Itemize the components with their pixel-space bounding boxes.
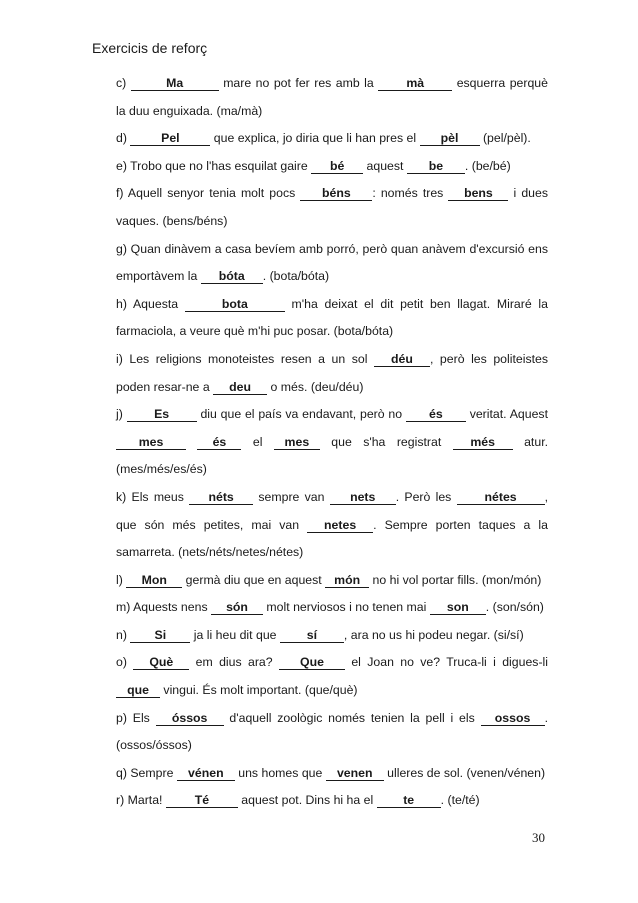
answer-blank: Si — [130, 628, 190, 643]
answer-blank: ossos — [481, 711, 545, 726]
answer-blank: déu — [374, 352, 430, 367]
answer-blank: Pel — [130, 131, 210, 146]
answer-blank: néts — [189, 490, 253, 505]
exercise-item-m: m) Aquests nens són molt nerviosos i no tenen mai son . (son/són) — [116, 600, 544, 615]
exercise-list — [116, 70, 548, 815]
exercise-item-i: i) Les religions monoteistes resen a un sol déu , però les politeistes poden resar-ne a deu o més. (deu/déu) — [116, 351, 548, 394]
answer-blank: pèl — [420, 131, 480, 146]
exercise-item-f: f) Aquell senyor tenia molt pocs béns : només tres bens i dues vaques. (bens/béns) — [116, 186, 548, 228]
answer-blank: mes — [274, 435, 320, 450]
exercise-item-o: o) Què em dius ara? Que el Joan no ve? Truca-li i digues-li que vingui. És molt important. (que/què) — [116, 655, 549, 698]
answer-blank: venen — [326, 766, 384, 781]
exercise-item-q: q) Sempre vénen uns homes que venen ulleres de sol. (venen/vénen) — [116, 765, 546, 780]
answer-blank: és — [197, 435, 241, 450]
answer-blank: Ma — [131, 76, 219, 91]
page-number: 30 — [532, 830, 545, 845]
answer-blank: mà — [378, 76, 452, 91]
exercise-item-k: k) Els meus néts sempre van nets . Però les nétes , que són més petites, mai van netes . Sempre porten taques a la samarreta. (nets/néts/netes/nétes) — [116, 489, 548, 560]
exercise-item-d: d) Pel que explica, jo diria que li han pres el pèl (pel/pèl). — [116, 131, 531, 146]
exercise-item-e: e) Trobo que no l'has esquilat gaire bé aquest be . (be/bé) — [116, 158, 511, 173]
answer-blank: Que — [279, 655, 345, 670]
answer-blank: bens — [448, 186, 508, 201]
exercise-item-p: p) Els óssos d'aquell zoològic només tenien la pell i els ossos . (ossos/óssos) — [116, 710, 548, 753]
answer-blank: te — [377, 793, 441, 808]
answer-blank: be — [407, 159, 465, 174]
answer-blank: deu — [213, 380, 267, 395]
answer-blank: bota — [185, 297, 285, 312]
exercise-item-j: j) Es diu que el país va endavant, però no és veritat. Aquest mes és el mes que s'ha registrat més atur. (mes/més/es/és) — [116, 407, 549, 477]
answer-blank: bóta — [201, 269, 263, 284]
answer-blank: mes — [116, 435, 186, 450]
answer-blank: béns — [300, 186, 372, 201]
exercise-item-g: g) Quan dinàvem a casa bevíem amb porró, però quan anàvem d'excursió ens emportàvem la bóta . (bota/bóta) — [116, 241, 548, 284]
answer-blank: vénen — [177, 766, 235, 781]
exercise-item-l: l) Mon germà diu que en aquest món no hi vol portar fills. (mon/món) — [116, 572, 542, 587]
answer-blank: Mon — [126, 573, 182, 588]
page-header: Exercicis de reforç — [92, 40, 208, 56]
answer-blank: Té — [166, 793, 238, 808]
answer-blank: nétes — [457, 490, 545, 505]
answer-blank: més — [453, 435, 513, 450]
exercise-item-r: r) Marta! Té aquest pot. Dins hi ha el te . (te/té) — [116, 793, 480, 808]
answer-blank: sí — [280, 628, 344, 643]
answer-blank: Què — [133, 655, 189, 670]
answer-blank: bé — [311, 159, 363, 174]
answer-blank: són — [211, 600, 263, 615]
answer-blank: son — [430, 600, 486, 615]
answer-blank: óssos — [156, 711, 224, 726]
exercise-item-c: c) Ma mare no pot fer res amb la mà esquerra perquè la duu enguixada. (ma/mà) — [116, 76, 548, 118]
answer-blank: que — [116, 683, 160, 698]
answer-blank: nets — [330, 490, 396, 505]
exercise-item-h: h) Aquesta bota m'ha deixat el dit petit ben llagat. Miraré la farmaciola, a veure què m'hi puc posar. (bota/bóta) — [116, 296, 548, 339]
answer-blank: és — [406, 407, 466, 422]
exercise-item-n: n) Si ja li heu dit que sí , ara no us hi podeu negar. (si/sí) — [116, 627, 524, 642]
answer-blank: Es — [127, 407, 197, 422]
answer-blank: netes — [307, 518, 373, 533]
answer-blank: món — [325, 573, 369, 588]
